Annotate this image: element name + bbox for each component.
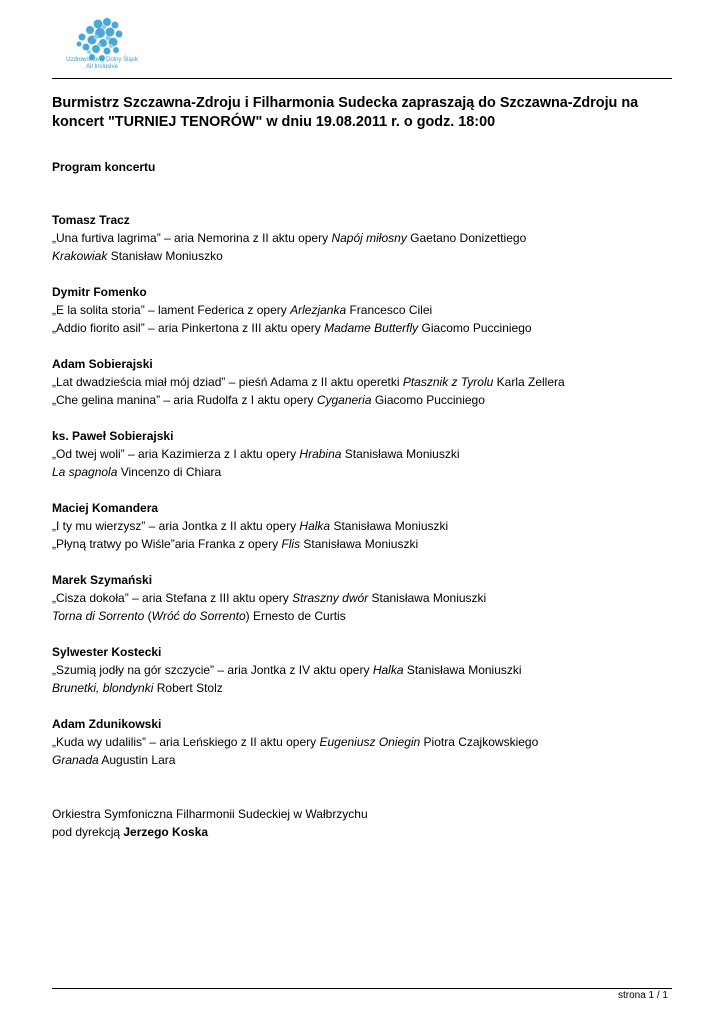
work-title: Madame Butterfly [324,321,419,335]
work-line [52,607,674,625]
performer-block [52,643,674,697]
work-text: „Cisza dokoła” – aria Stefana z III aktu opery [52,591,293,605]
header-divider [52,78,672,79]
work-text: Gaetano Donizettiego [406,231,527,245]
document-body [52,94,674,841]
work-title: La spagnola [52,465,118,479]
work-title: Hrabina [299,447,342,461]
work-line [52,679,674,697]
work-text: „Lat dwadzieścia miał mój dziad” – pieśń Adama z II aktu operetki [52,375,403,389]
work-title: Torna di Sorrento [52,609,145,623]
orchestra-line: Orkiestra Symfoniczna Filharmonii Sudeckiej w Wałbrzychu [52,807,368,821]
performer-block [52,571,674,625]
performer-block [52,211,674,265]
work-title: Cyganeria [316,393,372,407]
work-title: Eugeniusz Oniegin [319,735,421,749]
work-text: Stanisława Moniuszki [341,447,460,461]
work-line [52,535,674,553]
performer-name: Maciej Komandera [52,501,159,515]
work-title: Arlezjanka [290,303,347,317]
work-title: Straszny dwór [292,591,369,605]
performer-name: Adam Zdunikowski [52,717,162,731]
work-text: Robert Stolz [153,681,223,695]
work-text: Stanisława Moniuszki [330,519,449,533]
work-text: Stanisława Moniuszki [368,591,487,605]
work-text: „Che gelina manina” – aria Rudolfa z I aktu opery [52,393,317,407]
work-text: Stanisława Moniuszki [403,663,522,677]
work-title: Krakowiak [52,249,108,263]
work-title: Ptasznik z Tyrolu [402,375,494,389]
work-line [52,517,674,535]
work-text: „Płyną tratwy po Wiśle”aria Franka z opery [52,537,282,551]
logo-caption-line1: Uzdrowiskowy Dolny Śląsk [66,57,138,63]
work-text: Giacomo Pucciniego [418,321,532,335]
work-text: „E la solita storia” – lament Federica z opery [52,303,291,317]
work-text: ( [144,609,152,623]
work-line [52,589,674,607]
work-text: „Una furtiva lagrima” – aria Nemorina z II aktu opery [52,231,332,245]
performer-name: Marek Szymański [52,573,153,587]
work-text: „I ty mu wierzysz” – aria Jontka z II aktu opery [52,519,300,533]
work-text: ) Ernesto de Curtis [245,609,346,623]
work-text: „Addio fiorito asil” – aria Pinkertona z III aktu opery [52,321,325,335]
program-heading: Program koncertu [52,160,156,174]
conductor-name: Jerzego Koska [123,825,209,839]
work-text: Karla Zellera [493,375,565,389]
work-text: Stanisław Moniuszko [107,249,223,263]
performer-block [52,427,674,481]
work-line [52,661,674,679]
work-title: Flis [281,537,301,551]
conductor-prefix: pod dyrekcją [52,825,124,839]
work-text: „Szumią jodły na gór szczycie” – aria Jontka z IV aktu opery [52,663,373,677]
performer-name: Dymitr Fomenko [52,285,147,299]
performer-block [52,715,674,769]
work-line [52,229,674,247]
work-line [52,463,674,481]
work-line [52,733,674,751]
work-title: Napój miłosny [331,231,407,245]
work-text: „Kuda wy udalilis” – aria Leńskiego z II aktu opery [52,735,320,749]
logo-caption [52,57,152,71]
conductor-line [52,823,674,841]
work-text: Stanisława Moniuszki [300,537,419,551]
work-line [52,247,674,265]
performer-name: Sylwester Kostecki [52,645,162,659]
footer-divider [52,988,672,989]
work-title: Halka [299,519,331,533]
work-title: Granada [52,753,99,767]
work-line [52,751,674,769]
orchestra-block [52,805,674,841]
performer-block [52,355,674,409]
work-line [52,373,674,391]
work-text: Francesco Cilei [346,303,433,317]
performer-name: Tomasz Tracz [52,213,130,227]
performer-block [52,499,674,553]
work-text: Giacomo Pucciniego [371,393,485,407]
work-line [52,301,674,319]
performer-list [52,211,674,769]
document-title: Burmistrz Szczawna-Zdroju i Filharmonia Sudecka zapraszają do Szczawna-Zdroju na koncert "TURNIEJ TENORÓW" w dniu 19.08.2011 r. o godz. 18:00 [52,95,639,130]
work-text: Augustin Lara [98,753,176,767]
work-line [52,445,674,463]
page-number: strona 1 / 1 [617,990,668,1001]
work-title: Halka [372,663,404,677]
work-line [52,391,674,409]
work-title: Wróć do Sorrento [151,609,246,623]
work-text: „Od twej woli” – aria Kazimierza z I aktu opery [52,447,300,461]
performer-name: ks. Paweł Sobierajski [52,429,174,443]
work-text: Vincenzo di Chiara [117,465,222,479]
work-line [52,319,674,337]
work-title: Brunetki, blondynki [52,681,154,695]
logo-caption-line2: All Inclusive [86,64,118,70]
work-text: Piotra Czajkowskiego [420,735,539,749]
performer-block [52,283,674,337]
performer-name: Adam Sobierajski [52,357,153,371]
